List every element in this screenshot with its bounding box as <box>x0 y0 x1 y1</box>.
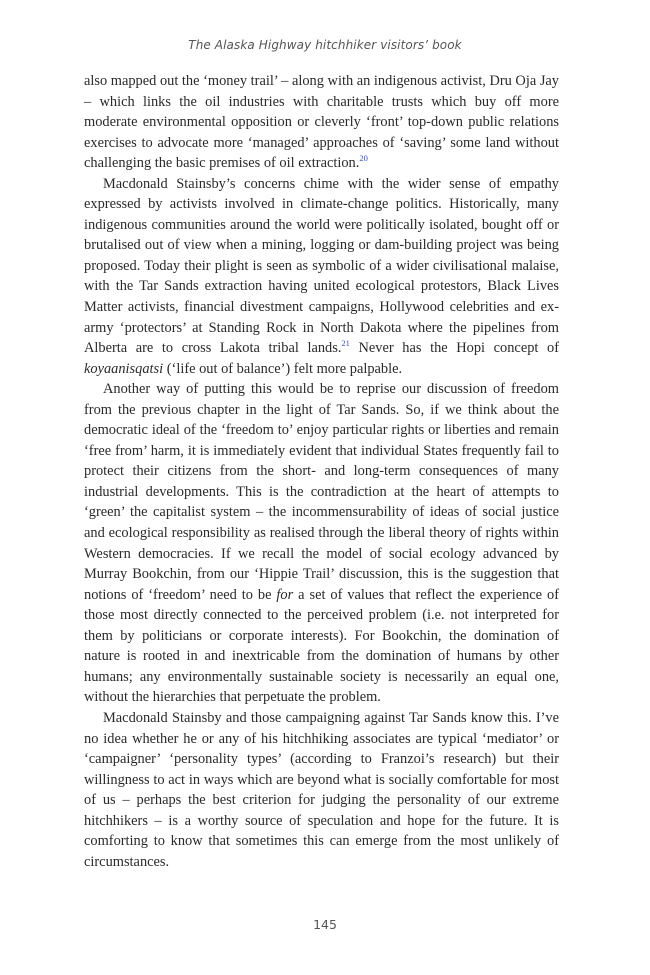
paragraph-text: a set of values that reflect the experience of those most directly connected to the perceived problem (i.e. not interpreted for them by politicians or corporate interests). For Bookchin, the domination of nature is rooted in and inextricable from the domination of humans by other humans; any environmentally sustainable society is necessarily an equal one, without the hierarchies that perpetuate the problem. <box>84 586 559 706</box>
paragraph <box>84 708 559 872</box>
paragraph <box>84 174 559 379</box>
footnote-reference: 21 <box>341 338 350 349</box>
paragraph-text: also mapped out the ‘money trail’ – along with an indigenous activist, Dru Oja Jay – which links the oil industries with charitable trusts which buy off more moderate environmental opposition or cleverly ‘front’ top-down public relations exercises to advocate more ‘managed’ approaches of ‘saving’ some land without challenging the basic premises of oil extraction. <box>84 73 559 172</box>
italic-text: for <box>276 586 294 603</box>
page-number: 145 <box>313 917 337 932</box>
paragraph-text: Macdonald Stainsby and those campaigning against Tar Sands know this. I’ve no idea whether he or any of his hitchhiking associates are typical ‘mediator’ or ‘campaigner’ ‘personality types’ (according to Franzoi’s research) but their willingness to act in ways which are beyond what is socially comfortable for most of us – perhaps the best criterion for judging the personality of our extreme hitchhikers – is a worthy source of speculation and hope for the future. It is comforting to know that sometimes this can emerge from the most unlikely of circumstances. <box>84 709 559 870</box>
running-header: The Alaska Highway hitchhiker visitors’ book <box>188 38 462 52</box>
footnote-reference: 20 <box>359 153 368 164</box>
italic-text: koyaanisqatsi <box>84 360 164 377</box>
paragraph-text: Another way of putting this would be to reprise our discussion of freedom from the previous chapter in the light of Tar Sands. So, if we think about the democratic ideal of the ‘freedom to’ enjoy particular rights or liberties and remain ‘free from’ harm, it is immediately evident that individual States frequently fail to protect their citizens from the short- and long-term consequences of many industrial developments. This is the contradiction at the heart of attempts to ‘green’ the capitalist system – the incommensurability of ideas of social justice and ecological responsibility as realised through the liberal theory of rights within Western democracies. If we recall the model of social ecology advanced by Murray Bookchin, from our ‘Hippie Trail’ discussion, this is the suggestion that notions of ‘freedom’ need to be <box>84 381 559 603</box>
paragraph-text: Never has the Hopi concept of <box>349 340 559 357</box>
paragraph <box>84 71 559 174</box>
paragraph <box>84 379 559 708</box>
paragraph-text: (‘life out of balance’) felt more palpable. <box>163 360 403 377</box>
body-text <box>84 71 559 872</box>
paragraph-text: Macdonald Stainsby’s concerns chime with the wider sense of empathy expressed by activists involved in climate-change politics. Historically, many indigenous communities around the world were politically isolated, bought off or brutalised out of view when a mining, logging or dam-building project was being proposed. Today their plight is seen as symbolic of a wider civilisational malaise, with the Tar Sands extraction having united ecological protestors, Black Lives Matter activists, financial divestment campaigns, Hollywood celebrities and ex-army ‘protectors’ at Standing Rock in North Dakota where the pipelines from Alberta are to cross Lakota tribal lands. <box>84 175 559 357</box>
